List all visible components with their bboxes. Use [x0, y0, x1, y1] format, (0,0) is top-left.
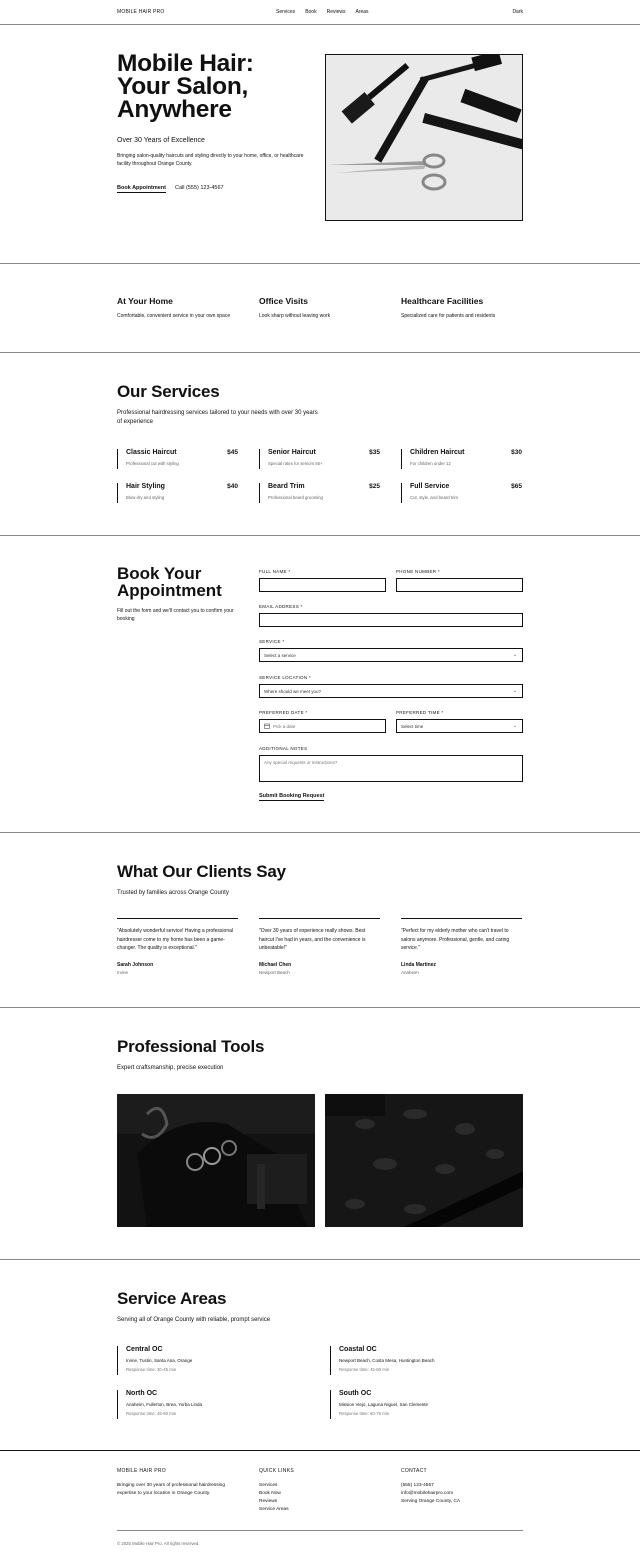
footer-about [117, 1468, 242, 1498]
location-label: SERVICE LOCATION * [259, 675, 311, 680]
brand-logo[interactable]: MOBILE HAIR PRO [117, 9, 165, 15]
nav-link-areas[interactable]: Areas [355, 9, 369, 15]
areas-subtitle: Serving all of Orange County with reliable, prompt service [117, 1317, 271, 1323]
service-price: $45 [227, 449, 238, 456]
service-name: Senior Haircut [268, 449, 316, 456]
service-name: Full Service [410, 483, 450, 490]
hero-section [0, 25, 640, 263]
service-card[interactable] [117, 449, 238, 469]
service-name: Beard Trim [268, 483, 305, 490]
service-note: Cut, style, and beard trim [410, 495, 459, 500]
feature-office [259, 296, 399, 319]
nav-link-book[interactable]: Book [305, 9, 317, 15]
service-price: $40 [227, 483, 238, 490]
area-name: Central OC [126, 1346, 163, 1353]
full-name-label: FULL NAME * [259, 569, 291, 574]
features-section [0, 264, 640, 352]
tools-section [0, 1008, 640, 1259]
service-price: $65 [511, 483, 522, 490]
areas-section [0, 1260, 640, 1450]
service-price: $35 [369, 449, 380, 456]
area-card-central [117, 1346, 307, 1375]
service-note: For children under 12 [410, 461, 451, 466]
area-cities: Newport Beach, Costa Mesa, Huntington Beach [339, 1358, 435, 1363]
feature-home [117, 296, 257, 319]
date-placeholder: Pick a date [273, 723, 296, 729]
hero-description: Bringing salon-quality haircuts and styling directly to your home, office, or healthcare facility throughout Orange County. [117, 153, 304, 167]
area-name: North OC [126, 1390, 158, 1397]
hero-image-tools [325, 54, 523, 221]
feature-title: Office Visits [259, 296, 308, 306]
service-card[interactable] [117, 483, 238, 503]
quick-links-heading: QUICK LINKS [259, 1468, 294, 1474]
chevron-down-icon: ⌄ [512, 688, 517, 694]
feature-title: Healthcare Facilities [401, 296, 484, 306]
footer-about-text: Bringing over 30 years of professional hairdressing expertise to your location in Orange County. [117, 1483, 225, 1496]
service-card[interactable] [401, 483, 522, 503]
hero-title: Mobile Hair: Your Salon, Anywhere [117, 50, 254, 123]
testimonial-city: Newport Beach [259, 970, 290, 975]
phone-input[interactable] [396, 578, 523, 592]
booking-section [0, 536, 640, 832]
testimonial-card [117, 918, 238, 975]
footer-link-reviews[interactable]: Reviews [259, 1499, 278, 1504]
footer-contact [401, 1468, 460, 1506]
feature-text: Look sharp without leaving work [259, 313, 331, 319]
tools-subtitle: Expert craftsmanship, precise execution [117, 1065, 224, 1071]
phone-label: PHONE NUMBER * [396, 569, 440, 574]
tools-image-comb-pattern [325, 1094, 523, 1227]
service-price: $30 [511, 449, 522, 456]
hair-tools-illustration [326, 55, 523, 221]
area-response-time: Response time: 30-45 min [126, 1367, 177, 1372]
area-response-time: Response time: 60-75 min [339, 1411, 390, 1416]
area-card-coastal [330, 1346, 520, 1375]
testimonial-author: Linda Martinez [401, 962, 437, 968]
footer-phone[interactable]: (555) 123-4567 [401, 1483, 434, 1488]
service-select[interactable] [259, 648, 523, 662]
chevron-down-icon: ⌄ [512, 723, 517, 729]
area-response-time: Response time: 45-60 min [126, 1411, 177, 1416]
services-subtitle: Professional hairdressing services tailored to your needs with over 30 years of experience [117, 410, 318, 425]
area-response-time: Response time: 45-60 min [339, 1367, 390, 1372]
top-nav [0, 0, 640, 24]
footer-location: Serving Orange County, CA [401, 1499, 461, 1504]
location-select[interactable] [259, 684, 523, 698]
copyright: © 2025 Mobile Hair Pro. All rights reserved. [117, 1541, 200, 1546]
patterned-cloth-illustration [325, 1094, 523, 1227]
email-label: EMAIL ADDRESS * [259, 604, 303, 609]
service-note: Professional beard grooming [268, 495, 323, 500]
time-select-value: Select time [401, 723, 424, 729]
date-picker[interactable] [259, 719, 386, 733]
footer-link-book-now[interactable]: Book Now [259, 1491, 281, 1496]
services-title: Our Services [117, 382, 220, 401]
area-name: South OC [339, 1390, 372, 1397]
testimonial-city: Irvine [117, 970, 129, 975]
service-name: Children Haircut [410, 449, 465, 456]
contact-heading: CONTACT [401, 1468, 427, 1474]
service-name: Classic Haircut [126, 449, 177, 456]
service-card[interactable] [259, 449, 380, 469]
notes-placeholder: Any special requests or instructions? [264, 760, 338, 765]
call-link[interactable]: Call (555) 123-4567 [175, 185, 224, 191]
time-label: PREFERRED TIME * [396, 710, 444, 715]
reviews-subtitle: Trusted by families across Orange County [117, 890, 229, 896]
footer [0, 1451, 640, 1561]
footer-quick-links [259, 1468, 294, 1514]
footer-email[interactable]: info@mobilehairpro.com [401, 1491, 454, 1496]
area-name: Coastal OC [339, 1346, 377, 1353]
service-note: Blow dry and styling [126, 495, 165, 500]
full-name-input[interactable] [259, 578, 386, 592]
scissors-case-illustration [117, 1094, 315, 1227]
services-section [0, 353, 640, 535]
service-label: SERVICE * [259, 639, 285, 644]
area-card-north [117, 1390, 307, 1419]
nav-link-services[interactable]: Services [276, 9, 296, 15]
tools-title: Professional Tools [117, 1037, 265, 1056]
footer-link-service-areas[interactable]: Service Areas [259, 1507, 289, 1512]
time-select[interactable] [396, 719, 523, 733]
feature-text: Specialized care for patients and residents [401, 313, 496, 319]
testimonial-quote: "Perfect for my elderly mother who can't travel to salons anymore. Professional, gentle, and caring service." [401, 928, 510, 951]
email-input[interactable] [259, 613, 523, 627]
testimonial-card [259, 918, 380, 975]
service-card[interactable] [259, 483, 380, 503]
area-cities: Mission Viejo, Laguna Niguel, San Clemente [339, 1402, 428, 1407]
service-select-value: Select a service [264, 652, 296, 658]
service-note: Professional cut with styling [126, 461, 179, 466]
calendar-icon [264, 723, 270, 729]
reviews-title: What Our Clients Say [117, 862, 286, 881]
testimonial-quote: "Absolutely wonderful service! Having a professional hairdresser come to my home has been a game-changer. The quality is exceptional." [117, 928, 234, 951]
tools-image-scissors-case [117, 1094, 315, 1227]
testimonial-quote: "Over 30 years of experience really shows. Best haircut I've had in years, and the convenience is unbeatable!" [259, 928, 366, 951]
hero-subtitle: Over 30 Years of Excellence [117, 137, 205, 144]
footer-link-services[interactable]: Services [259, 1483, 278, 1488]
submit-booking-button[interactable]: Submit Booking Request [259, 793, 325, 799]
booking-title: Book Your Appointment [117, 564, 222, 600]
notes-label: ADDITIONAL NOTES [259, 746, 308, 751]
feature-title: At Your Home [117, 296, 173, 306]
testimonial-card [401, 918, 522, 975]
service-name: Hair Styling [126, 483, 165, 490]
footer-brand: MOBILE HAIR PRO [117, 1468, 166, 1474]
notes-textarea[interactable] [259, 755, 523, 782]
date-label: PREFERRED DATE * [259, 710, 308, 715]
chevron-down-icon: ⌄ [512, 652, 517, 658]
area-cities: Anaheim, Fullerton, Brea, Yorba Linda [126, 1402, 203, 1407]
footer-divider [117, 1530, 523, 1531]
service-card[interactable] [401, 449, 522, 469]
testimonial-author: Sarah Johnson [117, 962, 154, 968]
service-note: Special rates for seniors 65+ [268, 461, 323, 466]
testimonial-author: Michael Chen [259, 962, 292, 968]
location-select-value: Where should we meet you? [264, 688, 322, 694]
nav-link-reviews[interactable]: Reviews [326, 9, 346, 15]
feature-healthcare [401, 296, 541, 319]
reviews-section [0, 833, 640, 1007]
testimonial-city: Anaheim [401, 970, 419, 975]
feature-text: Comfortable, convenient service in your own space [117, 313, 231, 319]
areas-title: Service Areas [117, 1289, 227, 1308]
nav-links [276, 9, 369, 15]
theme-toggle[interactable]: Dark [512, 9, 523, 15]
book-appointment-button[interactable]: Book Appointment [117, 185, 166, 191]
area-cities: Irvine, Tustin, Santa Ana, Orange [126, 1358, 193, 1363]
booking-description: Fill out the form and we'll contact you to confirm your booking [117, 608, 234, 622]
area-card-south [330, 1390, 520, 1419]
service-price: $25 [369, 483, 380, 490]
